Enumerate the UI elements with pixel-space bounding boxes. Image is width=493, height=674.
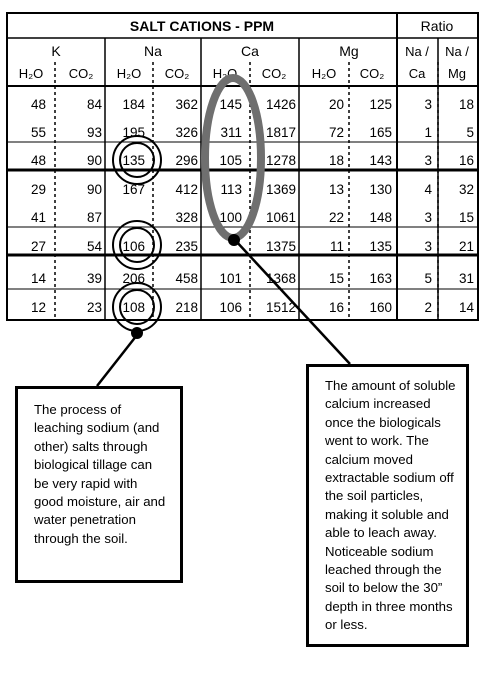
ratio-header-bottom-1: Mg bbox=[447, 66, 467, 81]
cell-r8-c3: 108 bbox=[122, 300, 145, 315]
cell-r8-c8: 160 bbox=[369, 300, 392, 315]
cell-r3-c10: 16 bbox=[458, 153, 474, 168]
ratio-header-top-0: Na / bbox=[405, 44, 429, 59]
sub-header-mg-co2: CO₂ bbox=[359, 66, 385, 81]
cell-r7-c10: 31 bbox=[458, 271, 474, 286]
cell-r3-c4: 296 bbox=[175, 153, 198, 168]
ratio-header-top-1: Na / bbox=[445, 44, 469, 59]
cell-r7-c8: 163 bbox=[369, 271, 392, 286]
cell-r5-c6: 1061 bbox=[265, 210, 296, 225]
cell-r3-c5: 105 bbox=[219, 153, 242, 168]
cell-r2-c4: 326 bbox=[175, 125, 198, 140]
cell-r3-c2: 90 bbox=[86, 153, 102, 168]
cell-r5-c2: 87 bbox=[86, 210, 102, 225]
sub-header-ca-h2o: H₂O bbox=[212, 66, 238, 81]
cell-r7-c3: 206 bbox=[122, 271, 145, 286]
cell-r1-c5: 145 bbox=[219, 97, 242, 112]
cell-r4-c6: 1369 bbox=[265, 182, 296, 197]
sub-header-mg-h2o: H₂O bbox=[311, 66, 337, 81]
cell-r5-c4: 328 bbox=[175, 210, 198, 225]
cell-r3-c3: 135 bbox=[122, 153, 145, 168]
cell-r4-c2: 90 bbox=[86, 182, 102, 197]
cell-r6-c10: 21 bbox=[458, 239, 474, 254]
cell-r4-c10: 32 bbox=[458, 182, 474, 197]
cell-r4-c7: 13 bbox=[328, 182, 344, 197]
cell-r1-c4: 362 bbox=[175, 97, 198, 112]
group-header-k: K bbox=[51, 43, 61, 59]
cell-r4-c3: 167 bbox=[122, 182, 145, 197]
sub-header-k-co2: CO₂ bbox=[68, 66, 94, 81]
cell-r2-c8: 165 bbox=[369, 125, 392, 140]
ratio-header-bottom-0: Ca bbox=[408, 66, 426, 81]
cell-r6-c4: 235 bbox=[175, 239, 198, 254]
cell-r5-c5: 100 bbox=[219, 210, 242, 225]
sub-header-na-h2o: H₂O bbox=[116, 66, 142, 81]
leaching-note: The process of leaching sodium (and other) salts through biological tillage can be very rapid with good moisture, air and water penetration through the soil. bbox=[15, 386, 183, 583]
cell-r6-c9: 3 bbox=[424, 239, 432, 254]
cell-r7-c1: 14 bbox=[30, 271, 46, 286]
cell-r4-c9: 4 bbox=[424, 182, 432, 197]
cell-r2-c6: 1817 bbox=[265, 125, 296, 140]
cell-r8-c4: 218 bbox=[175, 300, 198, 315]
cell-r7-c6: 1368 bbox=[265, 271, 296, 286]
cell-r8-c10: 14 bbox=[458, 300, 474, 315]
pointer-dot-left bbox=[131, 327, 143, 339]
cell-r7-c9: 5 bbox=[424, 271, 432, 286]
cell-r1-c8: 125 bbox=[369, 97, 392, 112]
cell-r1-c2: 84 bbox=[86, 97, 102, 112]
cell-r3-c7: 18 bbox=[328, 153, 344, 168]
cell-r5-c8: 148 bbox=[369, 210, 392, 225]
cell-r5-c10: 15 bbox=[458, 210, 474, 225]
cell-r7-c4: 458 bbox=[175, 271, 198, 286]
cell-r7-c2: 39 bbox=[86, 271, 102, 286]
sub-header-na-co2: CO₂ bbox=[164, 66, 190, 81]
cell-r5-c1: 41 bbox=[30, 210, 46, 225]
pointer-dot-right bbox=[228, 234, 240, 246]
group-header-mg: Mg bbox=[339, 43, 359, 59]
cell-r4-c5: 113 bbox=[220, 182, 242, 197]
ratio-title: Ratio bbox=[420, 18, 454, 34]
cell-r8-c6: 1512 bbox=[265, 300, 296, 315]
cell-r2-c10: 5 bbox=[466, 125, 474, 140]
cell-r2-c7: 72 bbox=[328, 125, 344, 140]
cell-r3-c1: 48 bbox=[30, 153, 46, 168]
cell-r1-c7: 20 bbox=[328, 97, 344, 112]
cell-r4-c1: 29 bbox=[30, 182, 46, 197]
cell-r5-c7: 22 bbox=[328, 210, 344, 225]
cell-r6-c2: 54 bbox=[86, 239, 102, 254]
cell-r2-c1: 55 bbox=[30, 125, 46, 140]
cell-r7-c5: 101 bbox=[219, 271, 242, 286]
cell-r2-c5: 311 bbox=[220, 125, 242, 140]
cell-r1-c6: 1426 bbox=[265, 97, 296, 112]
cell-r2-c2: 93 bbox=[86, 125, 102, 140]
table-frame bbox=[7, 13, 478, 320]
cell-r1-c9: 3 bbox=[424, 97, 432, 112]
cell-r5-c9: 3 bbox=[424, 210, 432, 225]
cell-r6-c1: 27 bbox=[30, 239, 46, 254]
group-header-na: Na bbox=[144, 43, 162, 59]
cell-r4-c8: 130 bbox=[369, 182, 392, 197]
cell-r8-c5: 106 bbox=[219, 300, 242, 315]
cell-r8-c9: 2 bbox=[424, 300, 432, 315]
cell-r4-c4: 412 bbox=[175, 182, 198, 197]
sub-header-ca-co2: CO₂ bbox=[261, 66, 287, 81]
cell-r6-c8: 135 bbox=[369, 239, 392, 254]
cell-r3-c8: 143 bbox=[369, 153, 392, 168]
cell-r3-c9: 3 bbox=[424, 153, 432, 168]
cell-r2-c9: 1 bbox=[424, 125, 432, 140]
calcium-note: The amount of soluble calcium increased once the biologicals went to work. The calcium moved extractable sodium off the soil particles, making it soluble and able to leach away. Noticeable sodium leached through the soil to below the 30” depth in three months or less. bbox=[306, 364, 469, 647]
cell-r2-c3: 195 bbox=[122, 125, 145, 140]
table-title: SALT CATIONS - PPM bbox=[129, 18, 275, 34]
cell-r7-c7: 15 bbox=[328, 271, 344, 286]
sub-header-k-h2o: H₂O bbox=[18, 66, 44, 81]
cell-r6-c7: 11 bbox=[329, 239, 344, 254]
cell-r6-c6: 1375 bbox=[265, 239, 296, 254]
cell-r8-c1: 12 bbox=[30, 300, 46, 315]
cell-r1-c1: 48 bbox=[30, 97, 46, 112]
cell-r8-c2: 23 bbox=[86, 300, 102, 315]
cell-r8-c7: 16 bbox=[328, 300, 344, 315]
cell-r3-c6: 1278 bbox=[265, 153, 296, 168]
cell-r1-c10: 18 bbox=[458, 97, 474, 112]
group-header-ca: Ca bbox=[241, 43, 259, 59]
cell-r1-c3: 184 bbox=[122, 97, 145, 112]
cell-r6-c3: 106 bbox=[122, 239, 145, 254]
